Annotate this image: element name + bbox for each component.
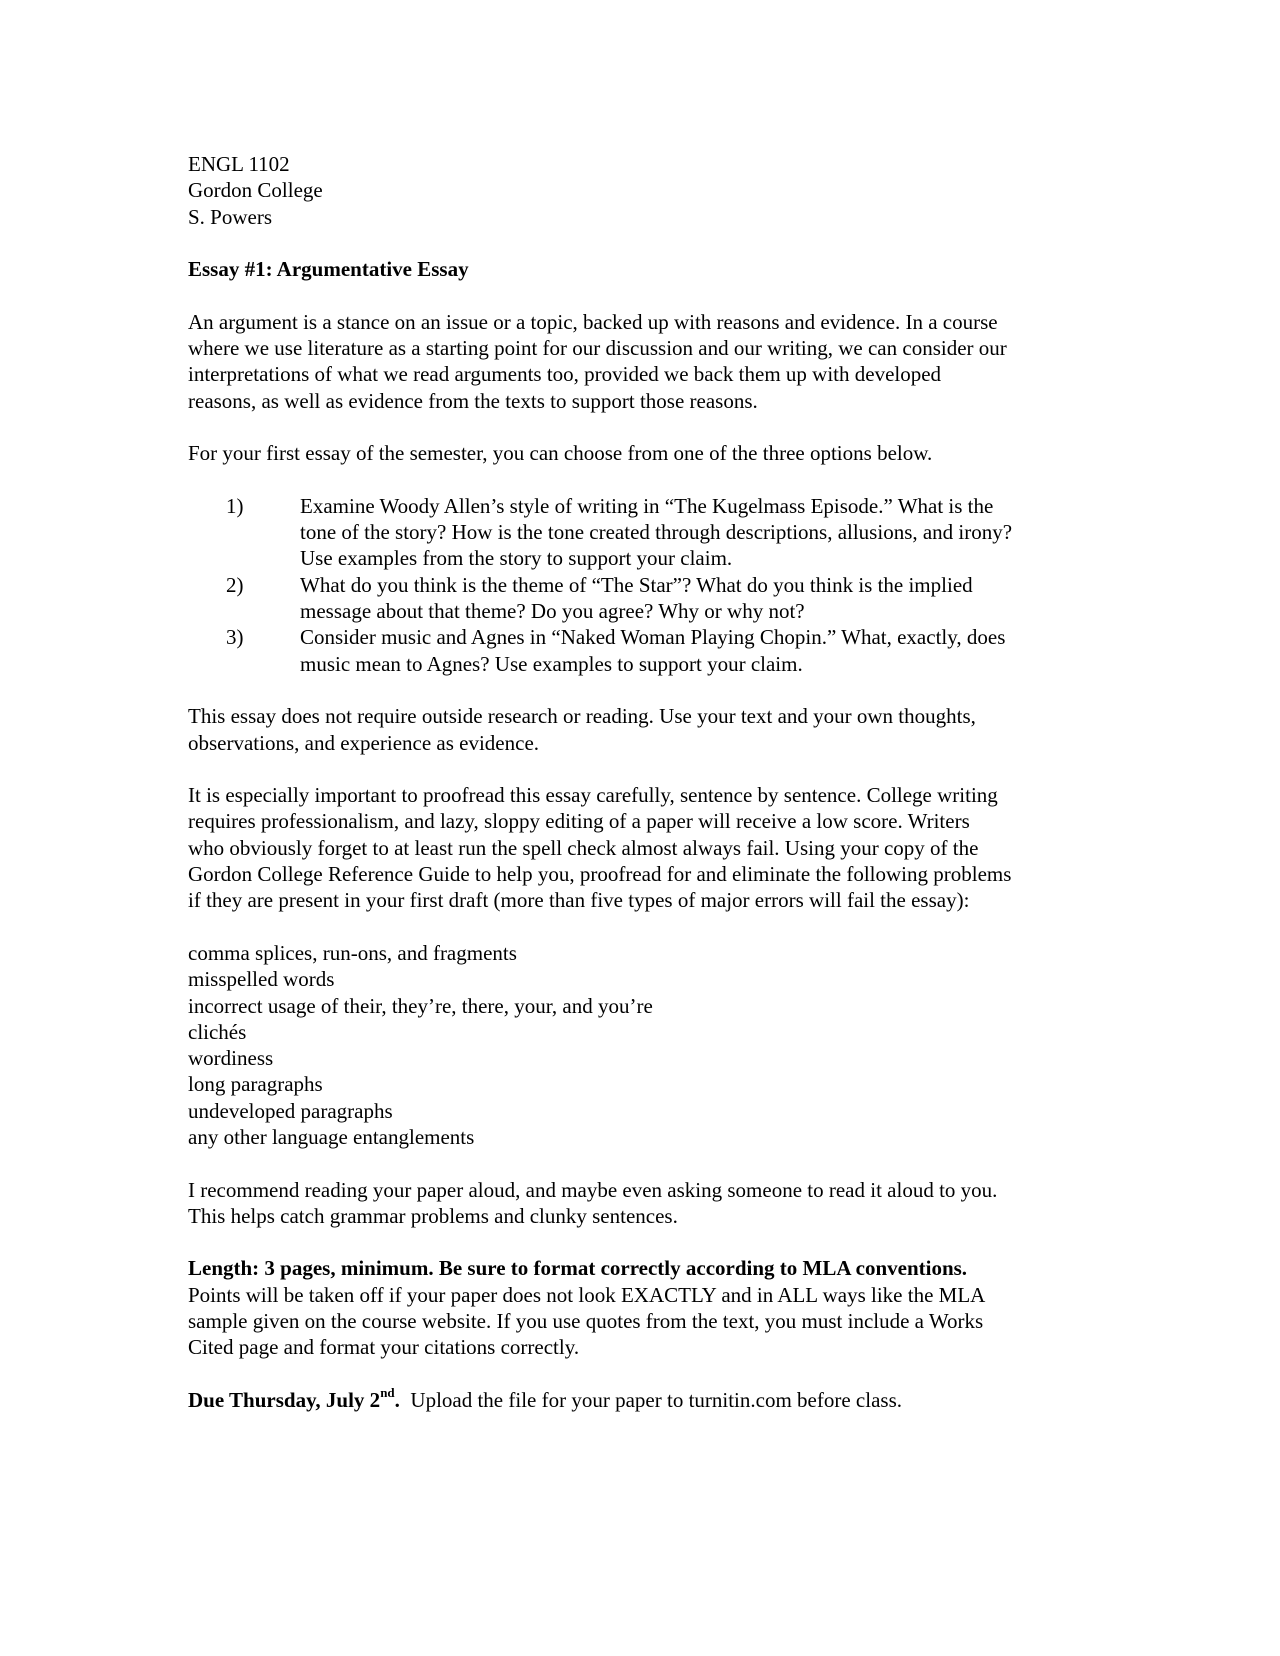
options-list [188, 493, 1088, 677]
problem-item: long paragraphs [188, 1072, 323, 1097]
problems-list [188, 940, 1088, 1150]
due-date-line [188, 1384, 1088, 1413]
length-paragraph [188, 1255, 1088, 1360]
spacer [188, 1229, 1088, 1255]
spacer [188, 282, 1088, 308]
problem-item: clichés [188, 1019, 247, 1044]
research-line: This essay does not require outside research or reading. Use your text and your own thoughts, [188, 704, 976, 729]
option-line: tone of the story? How is the tone created through descriptions, allusions, and irony? [300, 520, 1013, 545]
proofread-line: if they are present in your first draft (more than five types of major errors will fail the essay): [188, 888, 970, 913]
problem-item: undeveloped paragraphs [188, 1098, 393, 1123]
option-item-1 [188, 493, 1088, 572]
option-number: 2) [226, 572, 244, 597]
options-intro: For your first essay of the semester, you can choose from one of the three options below. [188, 441, 933, 466]
problem-item: wordiness [188, 1046, 274, 1071]
option-line: Consider music and Agnes in “Naked Woman Playing Chopin.” What, exactly, does [300, 625, 1006, 650]
spacer [188, 467, 1088, 493]
essay-title: Essay #1: Argumentative Essay [188, 257, 469, 282]
spacer [188, 756, 1088, 782]
spacer [188, 1150, 1088, 1176]
length-line: Points will be taken off if your paper does not look EXACTLY and in ALL ways like the MLA [188, 1282, 986, 1307]
instructor-name: S. Powers [188, 204, 273, 229]
research-line: observations, and experience as evidence. [188, 730, 540, 755]
spacer [188, 677, 1088, 703]
problem-item: misspelled words [188, 967, 335, 992]
option-line: Examine Woody Allen’s style of writing in “The Kugelmass Episode.” What is the [300, 493, 994, 518]
problem-item: incorrect usage of their, they’re, there, your, and you’re [188, 993, 653, 1018]
spacer [188, 914, 1088, 940]
option-item-3 [188, 624, 1088, 677]
spacer [188, 1361, 1088, 1387]
problem-item: comma splices, run-ons, and fragments [188, 940, 517, 965]
due-date-period: . [394, 1387, 400, 1412]
intro-line: interpretations of what we read arguments too, provided we back them up with developed [188, 362, 942, 387]
option-item-2 [188, 572, 1088, 625]
recommend-paragraph [188, 1177, 1088, 1230]
recommend-line: This helps catch grammar problems and clunky sentences. [188, 1203, 678, 1228]
length-requirement: Length: 3 pages, minimum. Be sure to format correctly according to MLA conventions. [188, 1256, 968, 1281]
course-code: ENGL 1102 [188, 152, 290, 176]
due-date-ordinal: nd [380, 1384, 395, 1400]
option-line: music mean to Agnes? Use examples to support your claim. [300, 651, 803, 676]
spacer [188, 414, 1088, 440]
proofread-line: It is especially important to proofread this essay carefully, sentence by sentence. College writing [188, 783, 998, 808]
research-note-paragraph [188, 703, 1088, 756]
proofread-line: requires professionalism, and lazy, sloppy editing of a paper will receive a low score. Writers [188, 809, 970, 834]
length-line: sample given on the course website. If you use quotes from the text, you must include a Works [188, 1309, 984, 1334]
option-line: What do you think is the theme of “The Star”? What do you think is the implied [300, 572, 973, 597]
option-line: message about that theme? Do you agree? Why or why not? [300, 599, 805, 624]
intro-line: where we use literature as a starting point for our discussion and our writing, we can consider our [188, 336, 1007, 361]
intro-line: An argument is a stance on an issue or a topic, backed up with reasons and evidence. In a course [188, 309, 998, 334]
due-date: Due Thursday, July 2 [188, 1387, 381, 1412]
option-number: 1) [226, 493, 244, 518]
intro-paragraph [188, 309, 1088, 414]
college-name: Gordon College [188, 178, 323, 203]
spacer [188, 230, 1088, 256]
proofread-line: Gordon College Reference Guide to help you, proofread for and eliminate the following problems [188, 862, 1012, 887]
problem-item: any other language entanglements [188, 1124, 475, 1149]
length-line: Cited page and format your citations correctly. [188, 1335, 580, 1360]
due-instructions: Upload the file for your paper to turnitin.com before class. [399, 1387, 902, 1412]
document-content [188, 151, 1088, 1413]
recommend-line: I recommend reading your paper aloud, and maybe even asking someone to read it aloud to you. [188, 1177, 998, 1202]
option-number: 3) [226, 625, 244, 650]
proofread-line: who obviously forget to at least run the spell check almost always fail. Using your copy of the [188, 835, 979, 860]
intro-line: reasons, as well as evidence from the texts to support those reasons. [188, 388, 758, 413]
option-line: Use examples from the story to support your claim. [300, 546, 733, 571]
proofread-paragraph [188, 782, 1088, 913]
